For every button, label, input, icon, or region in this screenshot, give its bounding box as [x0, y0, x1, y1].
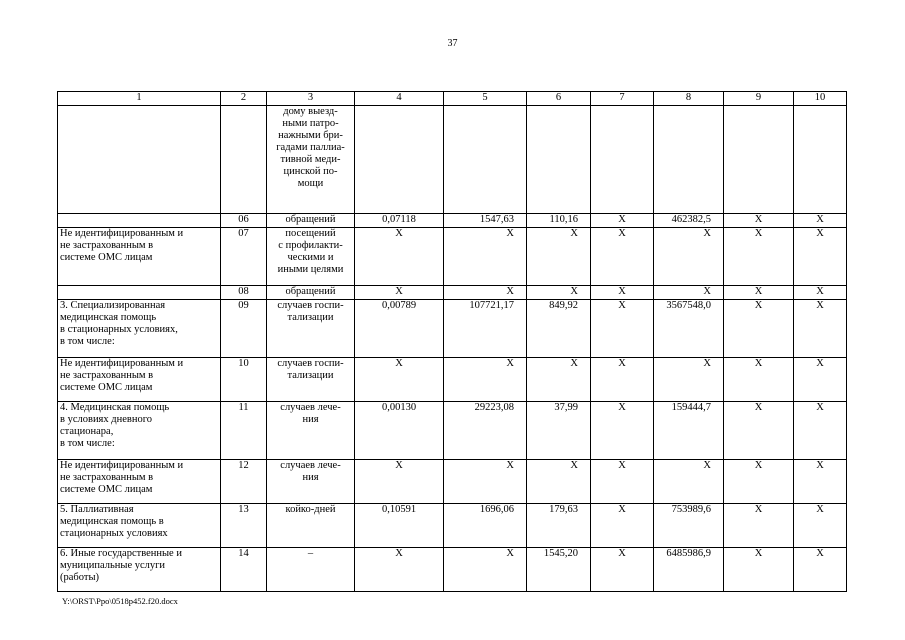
- value-cell: [591, 106, 654, 214]
- header-cell: 10: [794, 92, 847, 106]
- row-name-cell: 6. Иные государственные и муниципальные услуги (работы): [58, 548, 221, 592]
- row-unit-cell: обращений: [267, 286, 355, 300]
- value-cell: X: [794, 286, 847, 300]
- row-code-cell: 08: [221, 286, 267, 300]
- table-row: [58, 548, 847, 592]
- row-unit-cell: дому выезд- ными патро- нажными бри- гадами паллиа- тивной меди- цинской по- мощи: [267, 106, 355, 214]
- value-cell: X: [724, 300, 794, 358]
- row-code-cell: [221, 106, 267, 214]
- value-cell: 1545,20: [527, 548, 591, 592]
- value-cell: 110,16: [527, 214, 591, 228]
- row-unit-cell: случаев лече- ния: [267, 402, 355, 460]
- page-number: 37: [447, 38, 458, 49]
- value-cell: [794, 106, 847, 214]
- value-cell: 0,00789: [355, 300, 444, 358]
- value-cell: X: [724, 402, 794, 460]
- value-cell: X: [724, 358, 794, 402]
- header-cell: 6: [527, 92, 591, 106]
- row-unit-cell: случаев госпи- тализации: [267, 300, 355, 358]
- value-cell: X: [654, 228, 724, 286]
- value-cell: X: [724, 504, 794, 548]
- value-cell: X: [591, 548, 654, 592]
- row-name-cell: Не идентифицированным и не застрахованным в системе ОМС лицам: [58, 228, 221, 286]
- row-code-cell: 10: [221, 358, 267, 402]
- value-cell: X: [444, 286, 527, 300]
- value-cell: X: [794, 300, 847, 358]
- header-cell: 2: [221, 92, 267, 106]
- value-cell: [444, 106, 527, 214]
- row-unit-cell: –: [267, 548, 355, 592]
- row-code-cell: 06: [221, 214, 267, 228]
- value-cell: X: [591, 300, 654, 358]
- value-cell: 107721,17: [444, 300, 527, 358]
- value-cell: 753989,6: [654, 504, 724, 548]
- value-cell: 179,63: [527, 504, 591, 548]
- value-cell: 29223,08: [444, 402, 527, 460]
- header-cell: 3: [267, 92, 355, 106]
- value-cell: [527, 106, 591, 214]
- value-cell: X: [724, 460, 794, 504]
- value-cell: [724, 106, 794, 214]
- table-row: [58, 504, 847, 548]
- header-cell: 5: [444, 92, 527, 106]
- value-cell: X: [794, 460, 847, 504]
- header-cell: 7: [591, 92, 654, 106]
- value-cell: 37,99: [527, 402, 591, 460]
- value-cell: X: [444, 460, 527, 504]
- value-cell: X: [654, 460, 724, 504]
- value-cell: X: [794, 504, 847, 548]
- row-name-cell: [58, 106, 221, 214]
- value-cell: X: [724, 228, 794, 286]
- value-cell: X: [591, 214, 654, 228]
- row-code-cell: 12: [221, 460, 267, 504]
- value-cell: X: [724, 286, 794, 300]
- row-name-cell: Не идентифицированным и не застрахованным в системе ОМС лицам: [58, 460, 221, 504]
- value-cell: X: [444, 358, 527, 402]
- row-code-cell: 14: [221, 548, 267, 592]
- value-cell: 1547,63: [444, 214, 527, 228]
- row-unit-cell: случаев лече- ния: [267, 460, 355, 504]
- value-cell: X: [794, 402, 847, 460]
- value-cell: X: [794, 358, 847, 402]
- value-cell: X: [444, 548, 527, 592]
- value-cell: X: [794, 214, 847, 228]
- row-code-cell: 09: [221, 300, 267, 358]
- value-cell: X: [527, 460, 591, 504]
- table-row: [58, 286, 847, 300]
- value-cell: X: [591, 286, 654, 300]
- value-cell: X: [724, 214, 794, 228]
- value-cell: X: [591, 228, 654, 286]
- value-cell: X: [355, 286, 444, 300]
- row-name-cell: [58, 214, 221, 228]
- row-name-cell: 4. Медицинская помощь в условиях дневного стационара, в том числе:: [58, 402, 221, 460]
- value-cell: 849,92: [527, 300, 591, 358]
- table-row: [58, 300, 847, 358]
- header-cell: 9: [724, 92, 794, 106]
- value-cell: X: [355, 548, 444, 592]
- row-name-cell: 5. Паллиативная медицинская помощь в стационарных условиях: [58, 504, 221, 548]
- value-cell: X: [527, 228, 591, 286]
- value-cell: X: [591, 504, 654, 548]
- value-cell: X: [355, 358, 444, 402]
- value-cell: X: [794, 548, 847, 592]
- value-cell: 3567548,0: [654, 300, 724, 358]
- table-row: [58, 460, 847, 504]
- row-unit-cell: случаев госпи- тализации: [267, 358, 355, 402]
- row-code-cell: 07: [221, 228, 267, 286]
- value-cell: [654, 106, 724, 214]
- value-cell: 6485986,9: [654, 548, 724, 592]
- header-cell: 8: [654, 92, 724, 106]
- value-cell: [355, 106, 444, 214]
- row-name-cell: [58, 286, 221, 300]
- table-row: [58, 402, 847, 460]
- value-cell: 462382,5: [654, 214, 724, 228]
- header-row: [58, 92, 847, 106]
- value-cell: X: [444, 228, 527, 286]
- value-cell: 1696,06: [444, 504, 527, 548]
- value-cell: X: [527, 286, 591, 300]
- row-code-cell: 11: [221, 402, 267, 460]
- value-cell: 159444,7: [654, 402, 724, 460]
- row-code-cell: 13: [221, 504, 267, 548]
- table-row: [58, 228, 847, 286]
- table-row: [58, 214, 847, 228]
- row-unit-cell: койко-дней: [267, 504, 355, 548]
- row-name-cell: 3. Специализированная медицинская помощь в стационарных условиях, в том числе:: [58, 300, 221, 358]
- header-cell: 4: [355, 92, 444, 106]
- file-path-footer: Y:\ORST\Ppo\0518p452.f20.docx: [62, 596, 178, 606]
- value-cell: X: [794, 228, 847, 286]
- value-cell: X: [654, 286, 724, 300]
- value-cell: 0,07118: [355, 214, 444, 228]
- value-cell: 0,10591: [355, 504, 444, 548]
- table-row: [58, 358, 847, 402]
- value-cell: X: [355, 460, 444, 504]
- value-cell: X: [724, 548, 794, 592]
- value-cell: X: [654, 358, 724, 402]
- value-cell: X: [591, 358, 654, 402]
- table-row: [58, 106, 847, 214]
- header-cell: 1: [58, 92, 221, 106]
- value-cell: X: [527, 358, 591, 402]
- row-name-cell: Не идентифицированным и не застрахованным в системе ОМС лицам: [58, 358, 221, 402]
- row-unit-cell: обращений: [267, 214, 355, 228]
- row-unit-cell: посещений с профилакти- ческими и иными целями: [267, 228, 355, 286]
- value-cell: 0,00130: [355, 402, 444, 460]
- value-cell: X: [355, 228, 444, 286]
- data-table: [57, 91, 847, 592]
- value-cell: X: [591, 460, 654, 504]
- value-cell: X: [591, 402, 654, 460]
